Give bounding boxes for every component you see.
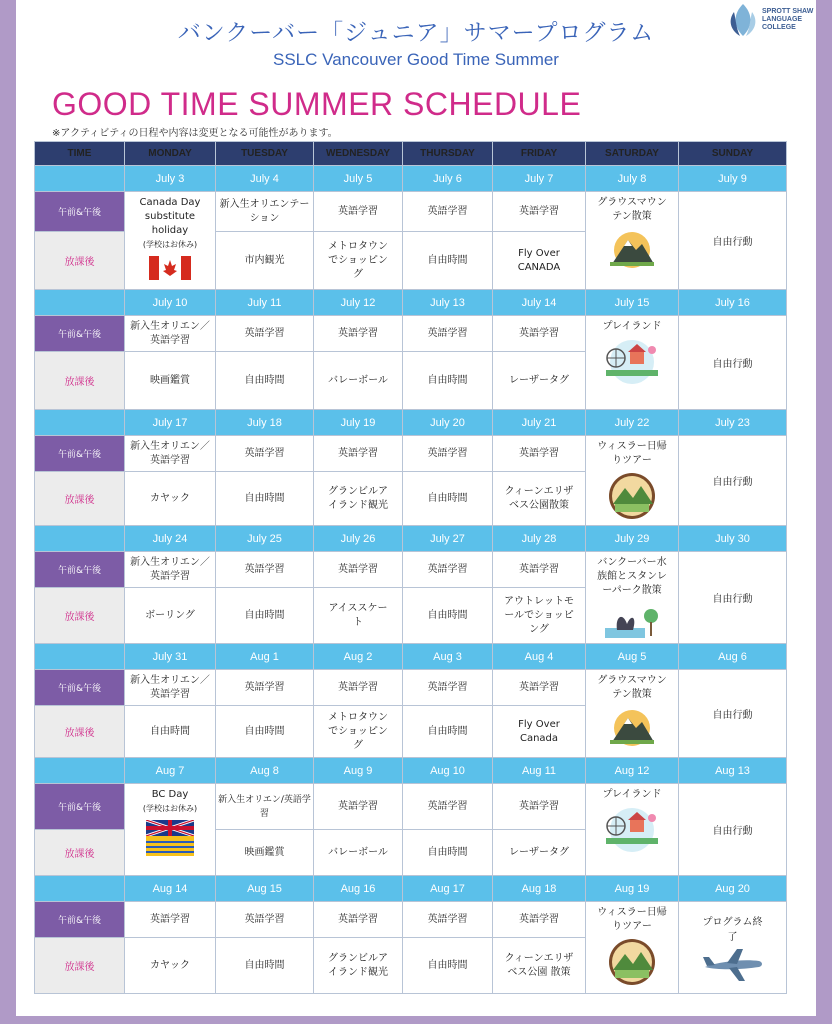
pm-label: 放課後 [35, 706, 125, 758]
saturday-activity: ウィスラー日帰りツアー [597, 907, 667, 932]
pm-cell-wed: バレーボール [314, 830, 403, 876]
date-cell-thu: Aug 10 [403, 758, 493, 784]
date-cell-mon: July 10 [125, 290, 216, 316]
col-header-friday: FRIDAY [493, 142, 586, 166]
date-cell-sat: July 22 [586, 410, 679, 436]
schedule-table [34, 141, 787, 994]
pm-cell-mon: ボーリング [125, 588, 216, 644]
pm-cell-wed: メトロタウンでショッピング [314, 706, 403, 758]
am-cell-fri: 英語学習 [493, 784, 586, 830]
left-border [0, 0, 16, 1024]
am-row [35, 552, 787, 588]
pm-cell-tue: 自由時間 [216, 706, 314, 758]
sunday-activity: 自由行動 [712, 237, 753, 248]
pm-cell-wed: グランビルアイランド観光 [314, 938, 403, 994]
date-row-blank [35, 644, 125, 670]
am-cell-wed: 英語学習 [314, 552, 403, 588]
date-cell-wed: Aug 9 [314, 758, 403, 784]
pm-cell-fri: Fly Over CANADA [493, 232, 586, 290]
date-cell-mon: July 31 [125, 644, 216, 670]
col-header-wednesday: WEDNESDAY [314, 142, 403, 166]
date-cell-fri: July 21 [493, 410, 586, 436]
pm-cell-thu: 自由時間 [403, 352, 493, 410]
date-cell-fri: Aug 4 [493, 644, 586, 670]
holiday-note: (学校はお休み) [142, 240, 198, 249]
am-row [35, 316, 787, 352]
am-cell-fri: 英語学習 [493, 192, 586, 232]
date-cell-wed: July 19 [314, 410, 403, 436]
whistler-icon [607, 472, 657, 520]
sunday-cell [679, 436, 787, 526]
am-cell-mon: 新入生オリエン／英語学習 [125, 436, 216, 472]
sunday-cell [679, 552, 787, 644]
sunday-activity: プログラム終了 [702, 916, 763, 943]
date-cell-fri: Aug 18 [493, 876, 586, 902]
pm-cell-mon: 自由時間 [125, 706, 216, 758]
saturday-cell [586, 902, 679, 994]
whistler-icon [607, 938, 657, 986]
date-row-blank [35, 290, 125, 316]
saturday-activity: グラウスマウンテン散策 [597, 675, 667, 700]
date-cell-sat: July 15 [586, 290, 679, 316]
date-row-blank [35, 526, 125, 552]
pm-cell-thu: 自由時間 [403, 706, 493, 758]
am-cell-tue: 英語学習 [216, 436, 314, 472]
pm-cell-thu: 自由時間 [403, 588, 493, 644]
header-row [35, 142, 787, 166]
saturday-activity: グラウスマウンテン散策 [597, 197, 667, 222]
canada-flag-icon [149, 256, 191, 280]
pm-cell-tue: 自由時間 [216, 588, 314, 644]
date-cell-tue: Aug 8 [216, 758, 314, 784]
date-row [35, 876, 787, 902]
schedule-note: ※アクティビティの日程や内容は変更となる可能性があります。 [52, 128, 338, 139]
date-cell-tue: Aug 15 [216, 876, 314, 902]
am-label: 午前&午後 [35, 670, 125, 706]
pm-cell-fri: Fly Over Canada [493, 706, 586, 758]
col-header-saturday: SATURDAY [586, 142, 679, 166]
am-cell-tue: 新入生オリエン/英語学習 [216, 784, 314, 830]
monday-holiday-cell [125, 192, 216, 290]
saturday-cell [586, 316, 679, 410]
bc-flag-icon [146, 820, 194, 856]
date-cell-sun: July 9 [679, 166, 787, 192]
pm-cell-tue: 映画鑑賞 [216, 830, 314, 876]
saturday-activity: プレイランド [602, 321, 662, 332]
pm-cell-fri: レーザータグ [493, 830, 586, 876]
pm-cell-thu: 自由時間 [403, 830, 493, 876]
am-row [35, 192, 787, 232]
am-label: 午前&午後 [35, 192, 125, 232]
saturday-activity: プレイランド [602, 789, 662, 800]
date-cell-sun: July 30 [679, 526, 787, 552]
date-row-blank [35, 410, 125, 436]
sunday-cell [679, 902, 787, 994]
am-cell-fri: 英語学習 [493, 902, 586, 938]
date-cell-fri: July 14 [493, 290, 586, 316]
date-cell-thu: July 13 [403, 290, 493, 316]
sunday-activity: 自由行動 [712, 826, 753, 837]
saturday-cell [586, 552, 679, 644]
am-cell-thu: 英語学習 [403, 784, 493, 830]
mountain-icon [604, 706, 660, 746]
playland-icon [600, 338, 664, 384]
am-cell-thu: 英語学習 [403, 670, 493, 706]
date-row [35, 166, 787, 192]
col-header-time: TIME [35, 142, 125, 166]
am-cell-thu: 英語学習 [403, 316, 493, 352]
sunday-activity: 自由行動 [712, 359, 753, 370]
date-cell-mon: Aug 7 [125, 758, 216, 784]
pm-cell-fri: クィーンエリザベス公園 散策 [493, 938, 586, 994]
am-cell-thu: 英語学習 [403, 552, 493, 588]
am-cell-mon: 英語学習 [125, 902, 216, 938]
saturday-activity: ウィスラー日帰りツアー [597, 441, 667, 466]
date-cell-sun: Aug 20 [679, 876, 787, 902]
pm-cell-wed: アイススケート [314, 588, 403, 644]
date-row-blank [35, 166, 125, 192]
am-cell-wed: 英語学習 [314, 670, 403, 706]
title-en: SSLC Vancouver Good Time Summer [273, 50, 559, 69]
am-cell-wed: 英語学習 [314, 436, 403, 472]
date-cell-thu: July 27 [403, 526, 493, 552]
date-cell-tue: July 18 [216, 410, 314, 436]
pm-cell-tue: 市内観光 [216, 232, 314, 290]
date-cell-wed: Aug 16 [314, 876, 403, 902]
pm-cell-thu: 自由時間 [403, 232, 493, 290]
pm-cell-wed: グランビルアイランド観光 [314, 472, 403, 526]
main-title: GOOD TIME SUMMER SCHEDULE [52, 86, 582, 122]
date-cell-mon: July 17 [125, 410, 216, 436]
pm-cell-tue: 自由時間 [216, 472, 314, 526]
am-cell-tue: 英語学習 [216, 316, 314, 352]
date-cell-tue: July 11 [216, 290, 314, 316]
saturday-cell [586, 436, 679, 526]
date-cell-mon: Aug 14 [125, 876, 216, 902]
am-row [35, 436, 787, 472]
date-cell-sun: July 23 [679, 410, 787, 436]
bottom-border [0, 1016, 832, 1024]
date-cell-wed: July 5 [314, 166, 403, 192]
pm-cell-tue: 自由時間 [216, 938, 314, 994]
pm-label: 放課後 [35, 830, 125, 876]
am-cell-tue: 新入生オリエンテーション [216, 192, 314, 232]
date-row [35, 526, 787, 552]
date-cell-tue: Aug 1 [216, 644, 314, 670]
date-cell-wed: July 12 [314, 290, 403, 316]
am-label: 午前&午後 [35, 784, 125, 830]
date-cell-thu: July 6 [403, 166, 493, 192]
date-cell-tue: July 4 [216, 166, 314, 192]
date-cell-sat: Aug 5 [586, 644, 679, 670]
date-row [35, 290, 787, 316]
col-header-monday: MONDAY [125, 142, 216, 166]
playland-icon [600, 806, 664, 852]
am-cell-mon: 新入生オリエン／英語学習 [125, 316, 216, 352]
am-cell-fri: 英語学習 [493, 436, 586, 472]
right-border [816, 0, 832, 1024]
pm-label: 放課後 [35, 938, 125, 994]
sunday-activity: 自由行動 [712, 477, 753, 488]
am-cell-tue: 英語学習 [216, 670, 314, 706]
pm-label: 放課後 [35, 352, 125, 410]
am-cell-thu: 英語学習 [403, 436, 493, 472]
monday-holiday-cell [125, 784, 216, 876]
sunday-cell [679, 316, 787, 410]
holiday-label: Canada Day substitute holiday [139, 197, 201, 236]
date-cell-thu: Aug 17 [403, 876, 493, 902]
date-cell-sat: Aug 12 [586, 758, 679, 784]
am-cell-wed: 英語学習 [314, 192, 403, 232]
pm-cell-thu: 自由時間 [403, 938, 493, 994]
date-cell-fri: July 7 [493, 166, 586, 192]
date-cell-wed: July 26 [314, 526, 403, 552]
am-cell-wed: 英語学習 [314, 784, 403, 830]
am-cell-tue: 英語学習 [216, 552, 314, 588]
logo-text: SPROTT SHAW LANGUAGE COLLEGE [762, 8, 814, 31]
date-cell-sat: July 29 [586, 526, 679, 552]
mountain-icon [604, 228, 660, 268]
airplane-icon [701, 947, 765, 983]
am-cell-thu: 英語学習 [403, 192, 493, 232]
date-cell-sat: Aug 19 [586, 876, 679, 902]
am-cell-fri: 英語学習 [493, 316, 586, 352]
pm-cell-mon: 映画鑑賞 [125, 352, 216, 410]
date-row [35, 644, 787, 670]
date-row [35, 758, 787, 784]
school-logo [728, 2, 818, 42]
date-row [35, 410, 787, 436]
am-label: 午前&午後 [35, 436, 125, 472]
am-cell-wed: 英語学習 [314, 902, 403, 938]
title-jp: バンクーバー「ジュニア」サマープログラム [177, 20, 655, 46]
am-label: 午前&午後 [35, 316, 125, 352]
pm-cell-mon: カヤック [125, 938, 216, 994]
date-cell-fri: Aug 11 [493, 758, 586, 784]
pm-cell-fri: レーザータグ [493, 352, 586, 410]
saturday-cell [586, 784, 679, 876]
sunday-cell [679, 784, 787, 876]
holiday-label: BC Day [151, 789, 189, 800]
am-cell-fri: 英語学習 [493, 670, 586, 706]
date-cell-sat: July 8 [586, 166, 679, 192]
date-cell-wed: Aug 2 [314, 644, 403, 670]
date-cell-fri: July 28 [493, 526, 586, 552]
date-cell-sun: Aug 6 [679, 644, 787, 670]
date-row-blank [35, 876, 125, 902]
pm-label: 放課後 [35, 472, 125, 526]
pm-cell-tue: 自由時間 [216, 352, 314, 410]
sunday-cell [679, 192, 787, 290]
pm-cell-thu: 自由時間 [403, 472, 493, 526]
pm-cell-fri: アウトレットモールでショッピング [493, 588, 586, 644]
pm-cell-fri: クィーンエリザベス公園散策 [493, 472, 586, 526]
holiday-note: (学校はお休み) [142, 804, 198, 813]
whale-icon [603, 602, 661, 642]
am-label: 午前&午後 [35, 902, 125, 938]
pm-label: 放課後 [35, 232, 125, 290]
date-cell-tue: July 25 [216, 526, 314, 552]
sunday-cell [679, 670, 787, 758]
pm-label: 放課後 [35, 588, 125, 644]
am-cell-mon: 新入生オリエン／英語学習 [125, 670, 216, 706]
am-cell-tue: 英語学習 [216, 902, 314, 938]
sunday-activity: 自由行動 [712, 594, 753, 605]
date-cell-mon: July 24 [125, 526, 216, 552]
col-header-tuesday: TUESDAY [216, 142, 314, 166]
date-cell-sun: July 16 [679, 290, 787, 316]
date-cell-sun: Aug 13 [679, 758, 787, 784]
col-header-sunday: SUNDAY [679, 142, 787, 166]
logo-leaf-icon [728, 2, 758, 38]
pm-cell-wed: メトロタウンでショッピング [314, 232, 403, 290]
am-cell-wed: 英語学習 [314, 316, 403, 352]
date-cell-thu: July 20 [403, 410, 493, 436]
pm-cell-mon: カヤック [125, 472, 216, 526]
am-row [35, 902, 787, 938]
am-label: 午前&午後 [35, 552, 125, 588]
pm-cell-wed: バレーボール [314, 352, 403, 410]
saturday-activity: バンクーバー水族館とスタンレーパーク散策 [597, 557, 667, 596]
am-cell-mon: 新入生オリエン／英語学習 [125, 552, 216, 588]
am-cell-fri: 英語学習 [493, 552, 586, 588]
am-row [35, 784, 787, 830]
saturday-cell [586, 192, 679, 290]
sunday-activity: 自由行動 [712, 710, 753, 721]
date-cell-mon: July 3 [125, 166, 216, 192]
saturday-cell [586, 670, 679, 758]
col-header-thursday: THURSDAY [403, 142, 493, 166]
date-row-blank [35, 758, 125, 784]
am-row [35, 670, 787, 706]
am-cell-thu: 英語学習 [403, 902, 493, 938]
date-cell-thu: Aug 3 [403, 644, 493, 670]
